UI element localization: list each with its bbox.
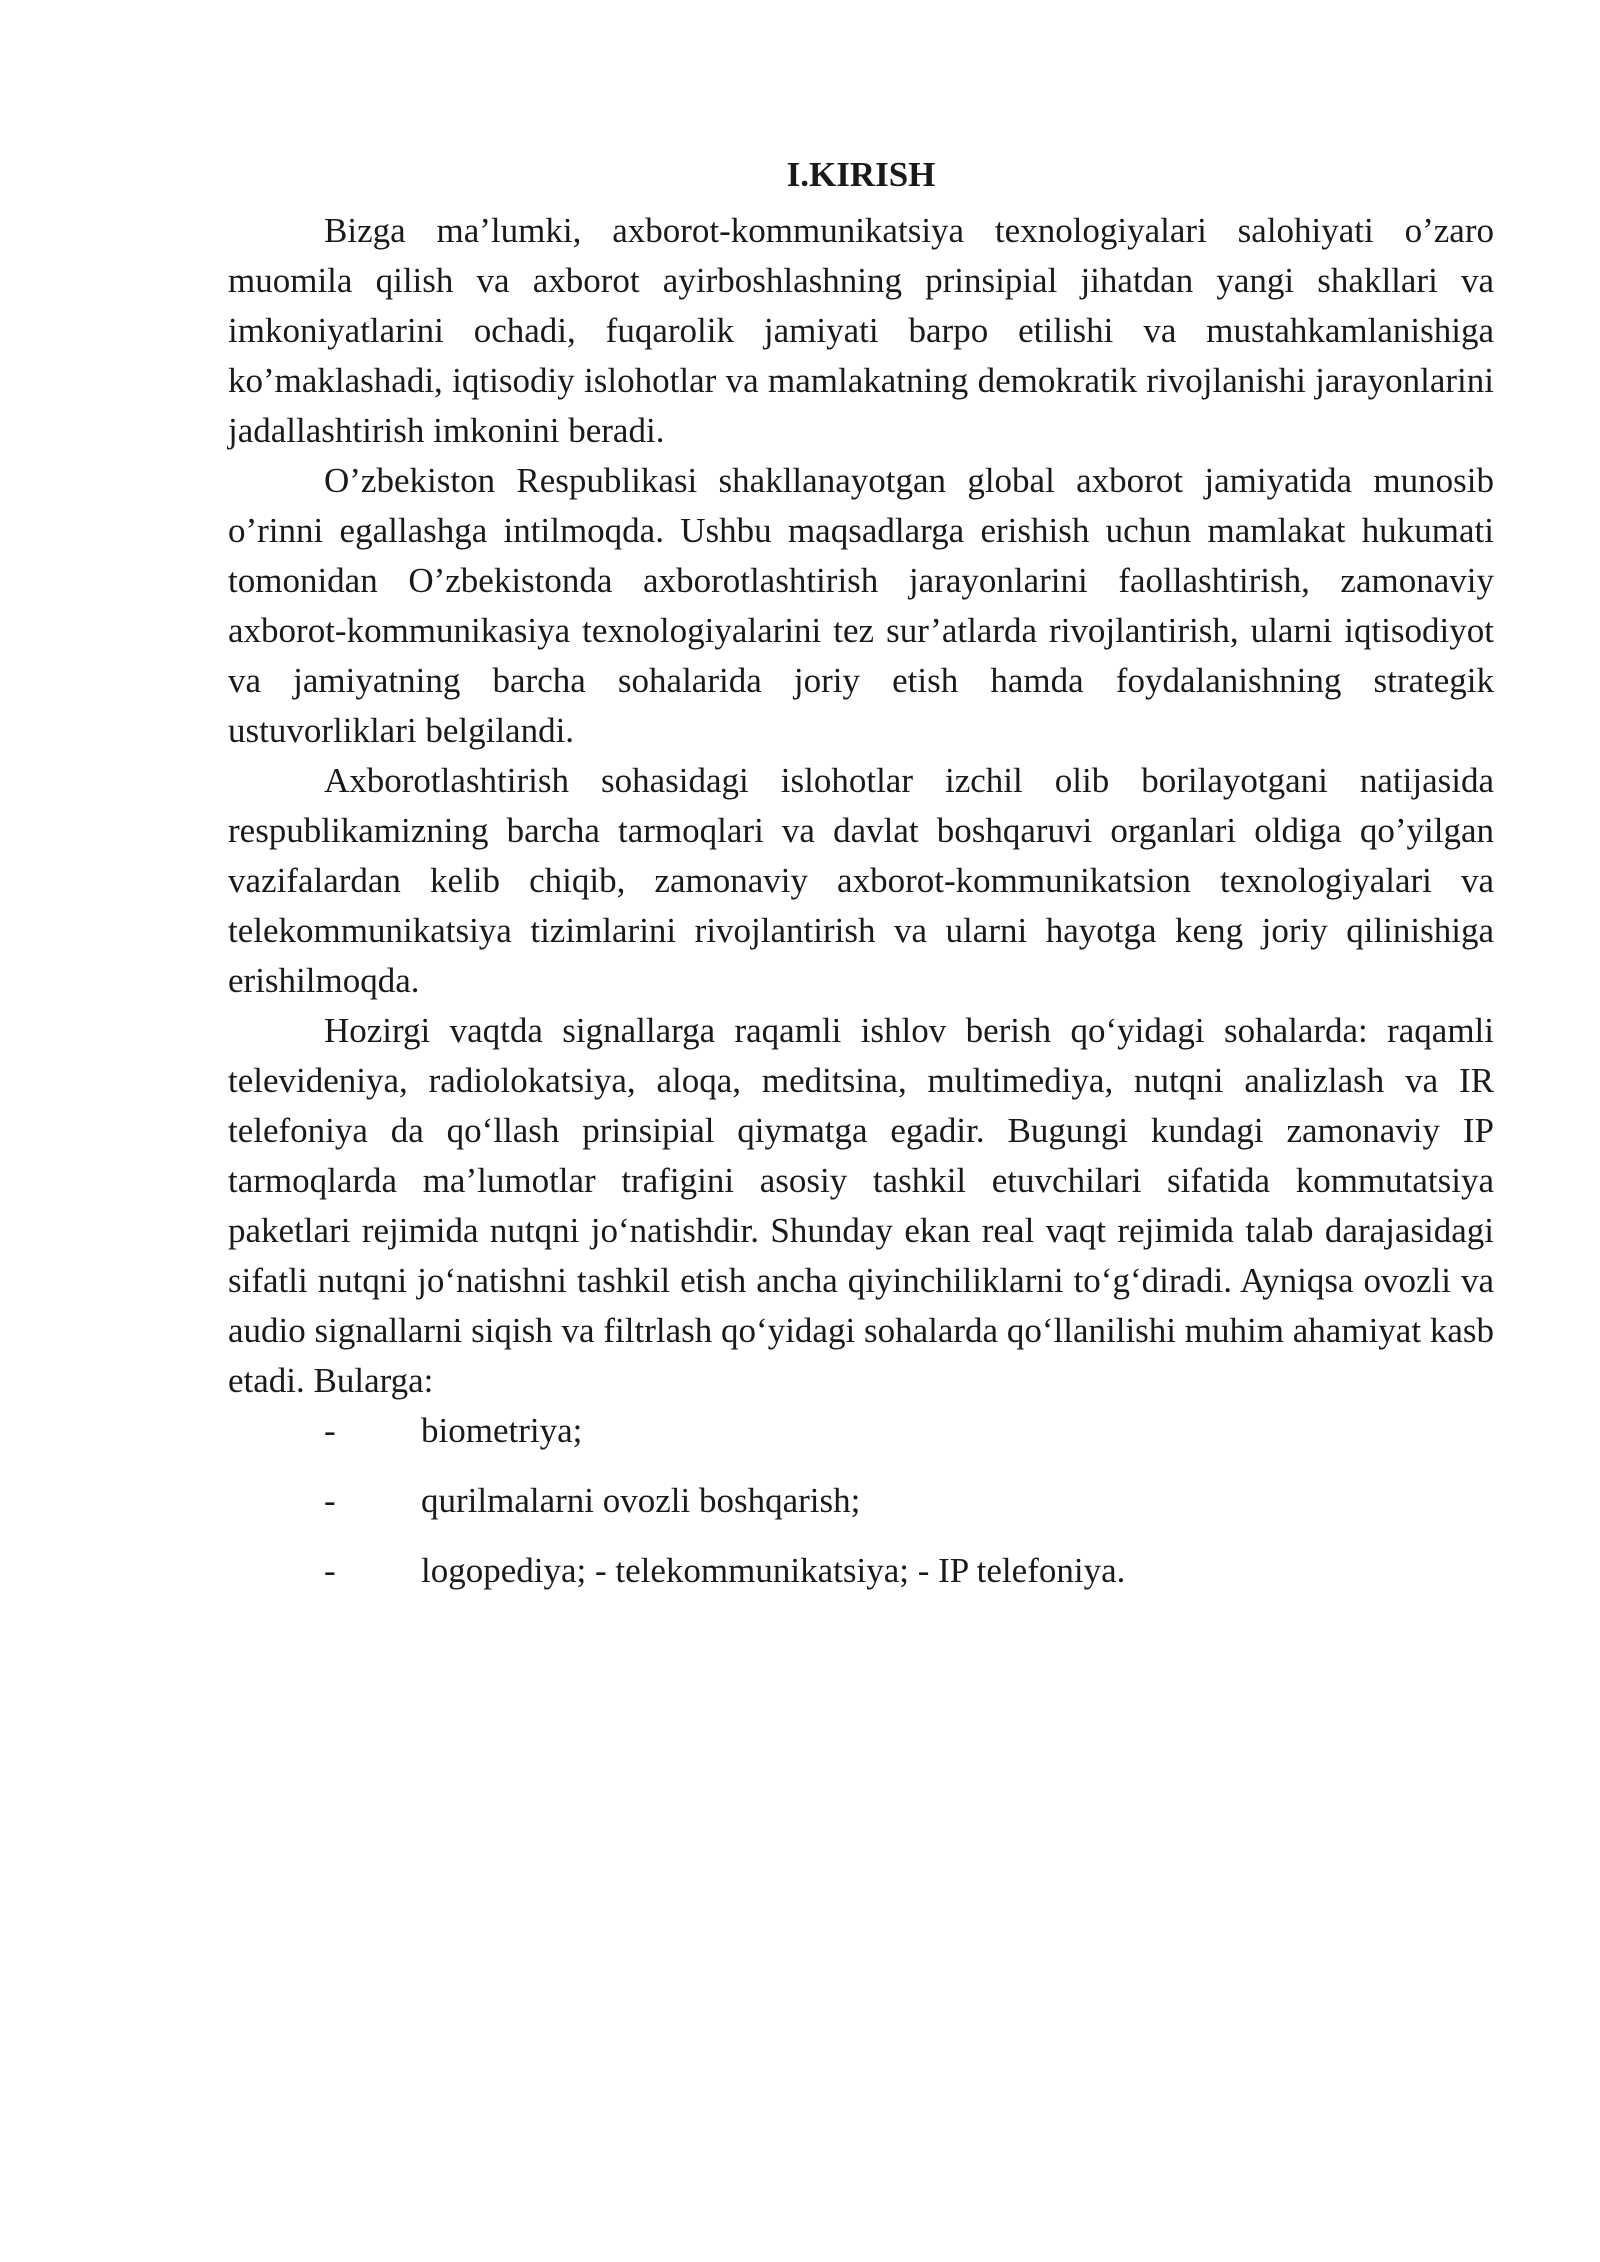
section-title: I.KIRISH — [786, 155, 936, 194]
list-item-text: biometriya; — [421, 1411, 583, 1450]
paragraph-intro: Bizga ma’lumki, axborot-kommunikatsiya texnologiyalari salohiyati o’zaro muomila qilish va axborot ayirboshlashning prinsipial jihatdan yangi shakllari va imkoniyatlarini ochadi, fuqarolik jamiyati barpo etilishi va mustahkamlanishiga ko’maklashadi, iqtisodiy islohotlar va mamlakatning demokratik rivojlanishi jarayonlarini jadallashtirish imkonini beradi. — [228, 211, 1494, 450]
list-item-text: logopediya; - telekommunikatsiya; - IP telefoniya. — [421, 1551, 1126, 1590]
paragraph-signal-processing: Hozirgi vaqtda signallarga raqamli ishlov berish qo‘yidagi sohalarda: raqamli televideniya, radiolokatsiya, aloqa, meditsina, multimediya, nutqni analizlash va IR telefoniya da qo‘llash prinsipial qiymatga egadir. Bugungi kundagi zamonaviy IP tarmoqlarda ma’lumotlar trafigini asosiy tashkil etuvchilari sifatida kommutatsiya paketlari rejimida nutqni jo‘natishdir. Shunday ekan real vaqt rejimida talab darajasidagi sifatli nutqni jo‘natishni tashkil etish ancha qiyinchiliklarni to‘g‘diradi. Ayniqsa ovozli va audio signallarni siqish va filtrlash qo‘yidagi sohalarda qo‘llanilishi muhim ahamiyat kasb etadi. Bularga: — [228, 1011, 1494, 1400]
list-item — [228, 1546, 1494, 1596]
list-marker: - — [324, 1551, 336, 1590]
document-content — [228, 150, 1494, 1616]
paragraph-reforms: Axborotlashtirish sohasidagi islohotlar izchil olib borilayotgani natijasida respublikamizning barcha tarmoqlari va davlat boshqaruvi organlari oldiga qo’yilgan vazifalardan kelib chiqib, zamonaviy axborot-kommunikatsion texnologiyalari va telekommunikatsiya tizimlarini rivojlantirish va ularni hayotga keng joriy qilinishiga erishilmoqda. — [228, 761, 1494, 1000]
list-marker: - — [324, 1411, 336, 1450]
list-item — [228, 1476, 1494, 1526]
list-marker: - — [324, 1481, 336, 1520]
paragraph-uzbekistan: O’zbekiston Respublikasi shakllanayotgan global axborot jamiyatida munosib o’rinni egallashga intilmoqda. Ushbu maqsadlarga erishish uchun mamlakat hukumati tomonidan O’zbekistonda axborotlashtirish jarayonlarini faollashtirish, zamonaviy axborot-kommunikasiya texnologiyalarini tez sur’atlarda rivojlantirish, ularni iqtisodiyot va jamiyatning barcha sohalarida joriy etish hamda foydalanishning strategik ustuvorliklari belgilandi. — [228, 461, 1494, 750]
list-item — [228, 1406, 1494, 1456]
list-item-text: qurilmalarni ovozli boshqarish; — [421, 1481, 861, 1520]
application-list — [228, 1406, 1494, 1596]
